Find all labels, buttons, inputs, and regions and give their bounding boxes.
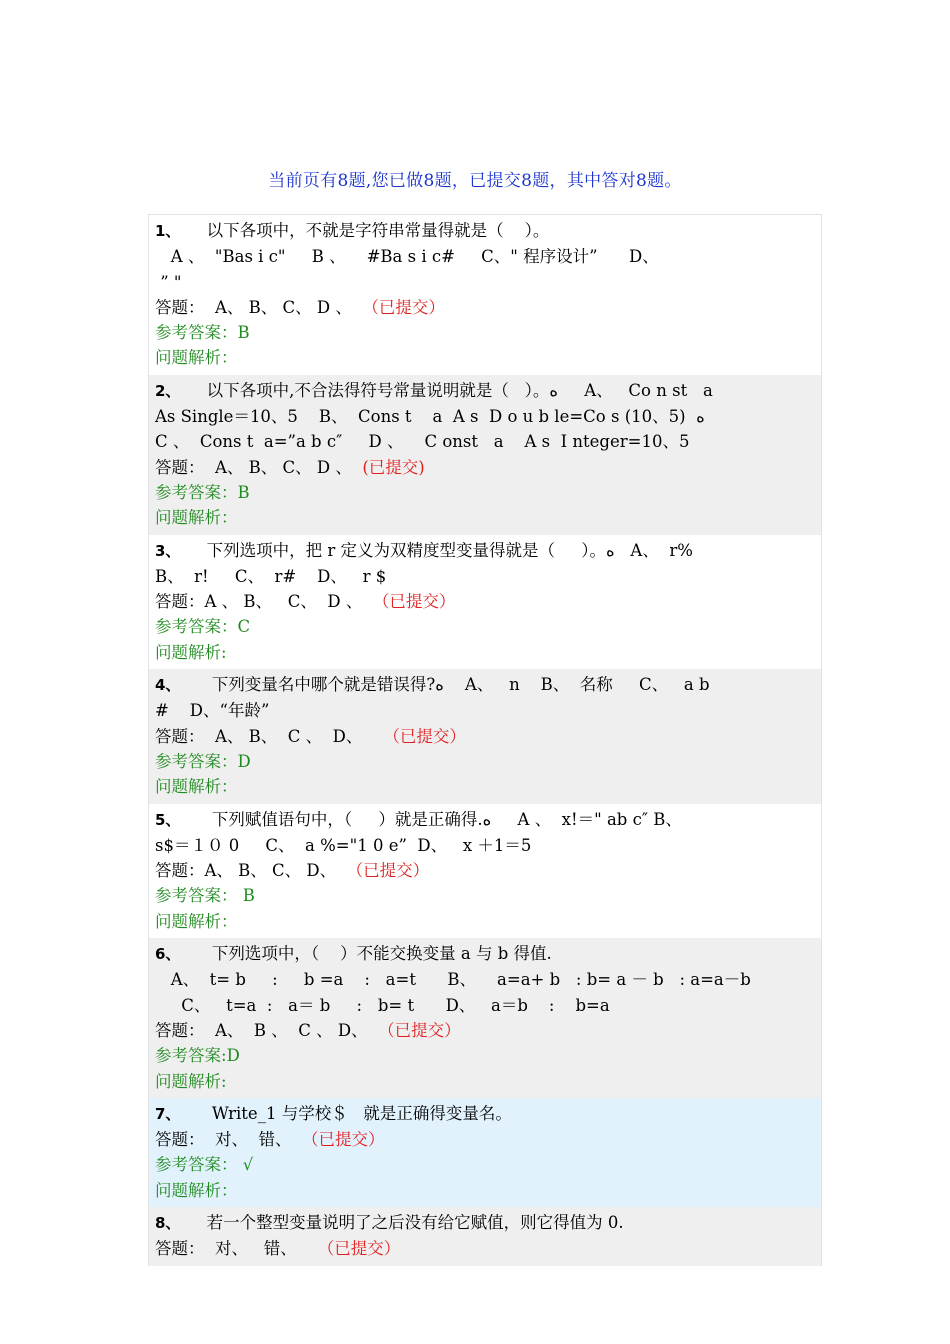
answer-choices[interactable]: A、 B 、 C 、 D、	[215, 1020, 368, 1040]
option-line: C 、 Cons t a=”a b c″ D 、 C onst a A s I nteger=10、5	[155, 432, 690, 452]
answer-choices[interactable]: A、 B、 C 、 D、	[215, 726, 363, 746]
question-number: 5、	[155, 810, 181, 829]
reference-answer-label: 参考答案：	[155, 482, 238, 502]
question-list	[148, 214, 822, 1266]
option-line: s$＝１０ 0 C、 a %="1 0 e” D、 x ＋1＝5	[155, 835, 532, 855]
answer-row	[155, 724, 815, 749]
question-2	[149, 375, 821, 535]
reference-answer-value: √	[242, 1155, 254, 1175]
reference-answer-label: 参考答案：	[155, 751, 238, 771]
reference-answer-value: D	[237, 751, 251, 771]
submitted-status: （已提交）	[378, 1020, 461, 1040]
reference-answer-row	[155, 480, 815, 505]
question-6	[149, 938, 821, 1098]
reference-answer-row	[155, 749, 815, 774]
question-text: 下列选项中，（ ）不能交换变量 a 与 b 得值.	[211, 944, 552, 964]
answer-row	[155, 858, 815, 883]
question-text: 下列变量名中哪个就是错误得?ﻩ A、 n B、 名称 C、 a b	[211, 675, 710, 695]
question-number: 7、	[155, 1104, 181, 1123]
question-text: 以下各项中,不合法得符号常量说明就是（ ）。ﻩ A、 Co n st a	[206, 380, 713, 400]
reference-answer-value: B	[237, 323, 250, 343]
answer-row	[155, 455, 815, 480]
question-number: 3、	[155, 541, 181, 560]
submitted-status: （已提交）	[346, 861, 430, 881]
option-line: ” "	[155, 272, 182, 292]
reference-answer-value: D	[226, 1046, 240, 1066]
reference-answer-value: B	[242, 886, 255, 906]
question-text: 若一个整型变量说明了之后没有给它赋值，则它得值为 0.	[206, 1212, 624, 1232]
answer-row	[155, 1127, 815, 1152]
submitted-status: （已提交）	[372, 592, 456, 612]
option-line: A 、 "Bas i c" B 、 #Ba s i c# C、" 程序设计” D、	[155, 247, 659, 267]
submitted-status: （已提交）	[302, 1130, 385, 1150]
submitted-status: （已提交）	[317, 1239, 401, 1259]
reference-answer-row	[155, 1152, 815, 1177]
answer-label: 答题：	[155, 457, 205, 477]
option-line: # D、“年龄”	[155, 701, 270, 721]
reference-answer-label: 参考答案：	[155, 1155, 238, 1175]
submitted-status: （已提交）	[383, 726, 466, 746]
answer-label: 答题：	[155, 1130, 205, 1150]
submitted-status: (已提交)	[362, 457, 425, 477]
question-5	[149, 804, 821, 938]
analysis-label: 问题解析:	[155, 642, 227, 662]
answer-row	[155, 1018, 815, 1043]
question-1	[149, 215, 821, 375]
option-line: B、 r! C、 r# D、 r $	[155, 566, 387, 586]
question-text: 下列选项中，把 r 定义为双精度型变量得就是（ ）。ﻩ A、 r%	[206, 540, 693, 560]
question-text: 下列赋值语句中，（ ）就是正确得.ﻩ A 、 x!＝" ab c″ B、	[211, 809, 682, 829]
answer-choices[interactable]: A、 B、 C、 D 、	[215, 457, 352, 477]
reference-answer-row	[155, 320, 815, 345]
analysis-label: 问题解析：	[155, 1180, 238, 1200]
question-number: 2、	[155, 381, 181, 400]
reference-answer-value: C	[237, 617, 251, 637]
question-8	[149, 1207, 821, 1266]
analysis-label: 问题解析:	[155, 1071, 227, 1091]
answer-label: 答题：	[155, 861, 205, 881]
question-3	[149, 535, 821, 669]
answer-choices[interactable]: A 、 B、 C、 D 、	[204, 592, 363, 612]
answer-row	[155, 295, 815, 320]
answer-label: 答题：	[155, 297, 205, 317]
question-number: 4、	[155, 676, 181, 695]
answer-choices[interactable]: 对、 错、	[215, 1130, 292, 1150]
answer-label: 答题：	[155, 1239, 205, 1259]
submitted-status: （已提交）	[362, 297, 445, 317]
reference-answer-row	[155, 883, 815, 908]
reference-answer-value: B	[237, 482, 250, 502]
reference-answer-label: 参考答案：	[155, 323, 238, 343]
analysis-label: 问题解析：	[155, 911, 238, 931]
question-stem	[155, 1101, 815, 1127]
answer-label: 答题：	[155, 592, 205, 612]
question-7	[149, 1098, 821, 1207]
question-stem	[155, 807, 815, 833]
answer-label: 答题：	[155, 726, 205, 746]
question-stem	[155, 538, 815, 564]
question-number: 6、	[155, 945, 181, 964]
question-stem	[155, 218, 815, 244]
analysis-label: 问题解析：	[155, 508, 238, 528]
question-text: 以下各项中，不就是字符串常量得就是（ ）。	[206, 221, 550, 240]
question-stem	[155, 941, 815, 967]
question-text: Write_1 与学校＄ 就是正确得变量名。	[211, 1103, 512, 1123]
analysis-label: 问题解析：	[155, 348, 238, 368]
question-stem	[155, 672, 815, 698]
reference-answer-row	[155, 1043, 815, 1068]
answer-choices[interactable]: 对、 错、	[215, 1239, 297, 1259]
answer-label: 答题：	[155, 1020, 205, 1040]
question-number: 1、	[155, 222, 181, 240]
answer-row	[155, 1236, 815, 1261]
option-line: As Single＝10、5 B、 Cons t a A s D o u b le=Co s (10、5) ﻩ	[155, 407, 705, 427]
option-line: A、 t= b : b =a : a=t B、 a=a+ b : b= a － b : a=a－b	[155, 970, 751, 990]
answer-choices[interactable]: A、 B、 C、 D 、	[215, 297, 352, 317]
question-4	[149, 669, 821, 803]
reference-answer-label: 参考答案：	[155, 886, 238, 906]
reference-answer-label: 参考答案：	[155, 617, 238, 637]
question-stem	[155, 378, 815, 404]
option-line: C、 t=a : a＝ b : b= t D、 a＝b : b=a	[155, 995, 610, 1015]
reference-answer-row	[155, 614, 815, 639]
answer-choices[interactable]: A、 B、 C、 D、	[204, 861, 337, 881]
reference-answer-label: 参考答案:	[155, 1046, 227, 1066]
answer-row	[155, 589, 815, 614]
question-stem	[155, 1210, 815, 1236]
analysis-label: 问题解析：	[155, 777, 238, 797]
page-summary: 当前页有8题,您已做8题，已提交8题，其中答对8题。	[268, 171, 682, 191]
question-number: 8、	[155, 1213, 181, 1232]
